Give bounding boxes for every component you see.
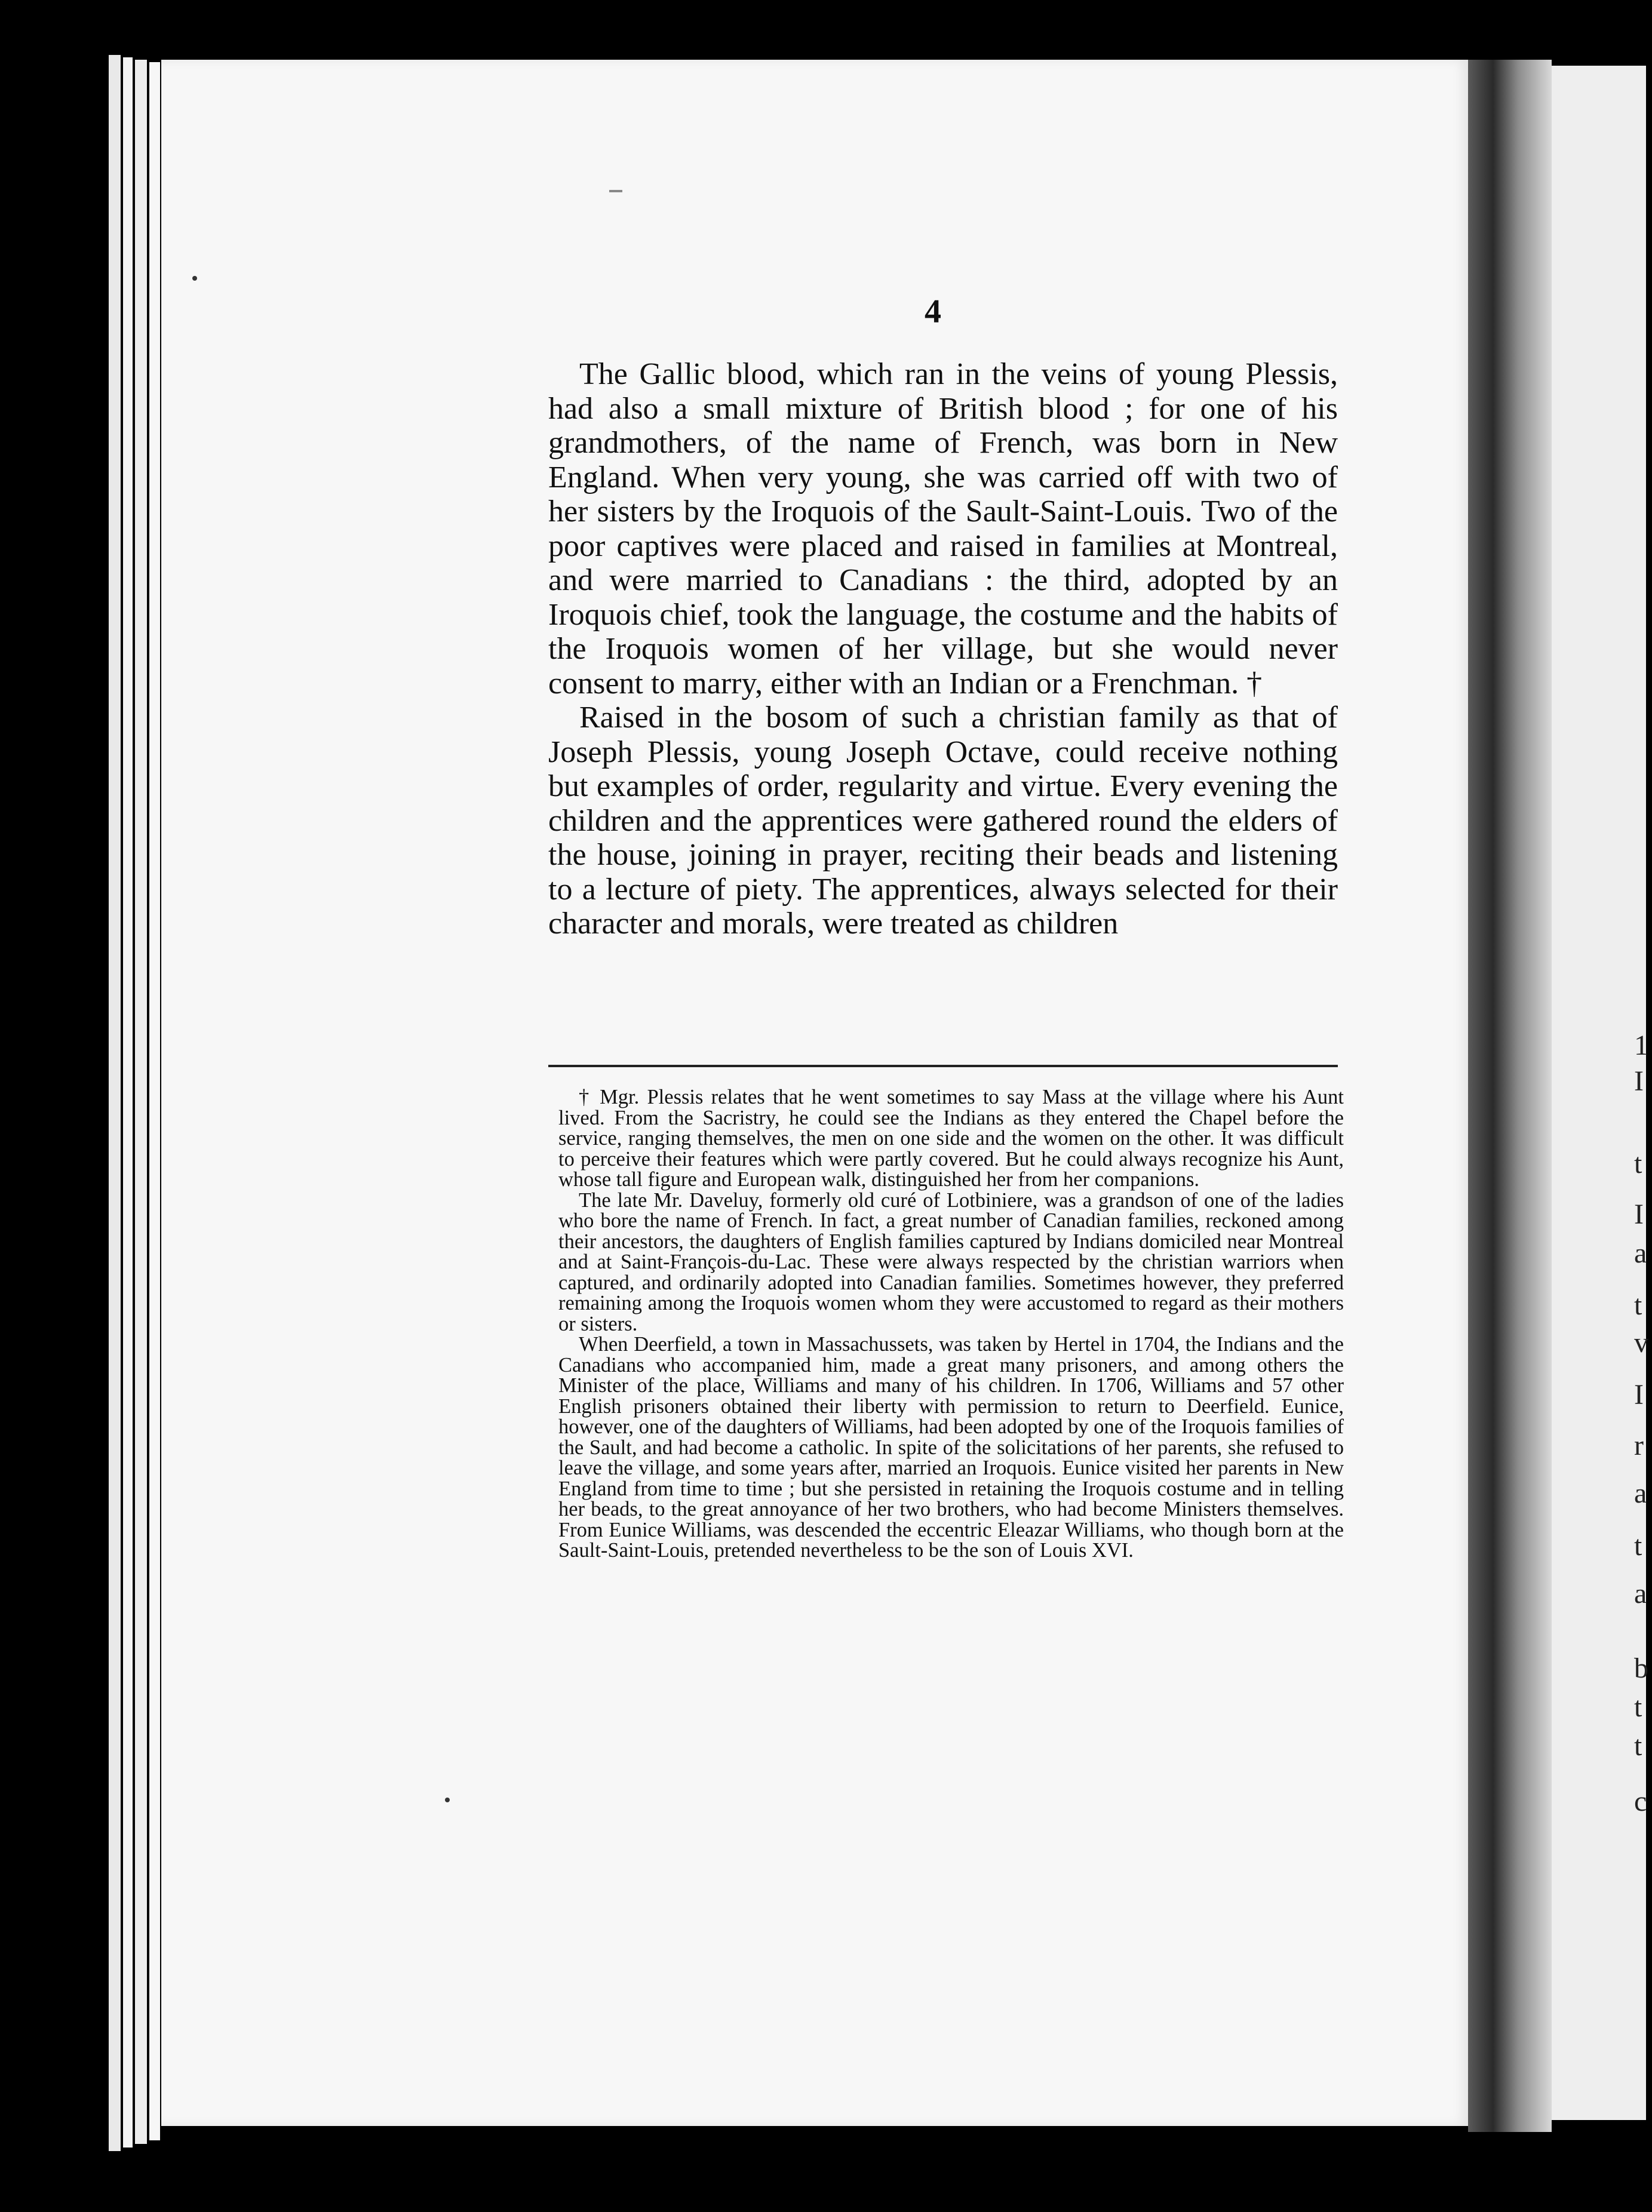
- next-page-fragment: v: [1634, 1327, 1648, 1359]
- footnote: † Mgr. Plessis relates that he went sometimes to say Mass at the village where his Aunt lived. From the Sacristry, he could see the Indians as they entered the Chapel before the service, ranging themselves, the men on one side and the women on the other. It was difficult to perceive their features which were partly covered. But he could always recognize his Aunt, whose tall figure and European walk, distinguished her from her companions.: [558, 1086, 1344, 1191]
- body-text: [548, 357, 1338, 941]
- footnotes: [558, 1087, 1344, 1561]
- next-page-fragment: t: [1634, 1691, 1642, 1723]
- paragraph: Raised in the bosom of such a christian family as that of Joseph Plessis, young Joseph Octave, could receive nothing but examples of order, regularity and virtue. Every evening the children and the apprentices were gathered round the elders of the house, joining in prayer, reciting their beads and listening to a lecture of piety. The apprentices, always selected for their character and morals, were treated as children: [548, 701, 1338, 941]
- page-edge: [149, 62, 160, 2140]
- next-page-fragment: t: [1634, 1148, 1642, 1179]
- next-page-fragment: a: [1634, 1578, 1647, 1609]
- footnote-rule: [548, 1065, 1338, 1067]
- next-page-fragment: a: [1634, 1477, 1647, 1509]
- footnote: The late Mr. Daveluy, formerly old curé of Lotbiniere, was a grandson of one of the ladies who bore the name of French. In fact, a great number of Canadian families, reckoned among their ancestors, the daughters of English families captured by Indians domiciled near Montreal and at Saint-François-du-Lac. These were always respected by the christian warriors when captured, and ordinarily adopted into Canadian families. Sometimes however, they preferred remaining among the Iroquois women whom they were accustomed to regard as their mothers or sisters.: [558, 1188, 1344, 1335]
- page-number: 4: [925, 293, 941, 330]
- next-page-fragment: r: [1634, 1430, 1644, 1461]
- next-page-fragment: I: [1634, 1379, 1644, 1411]
- next-page-fragment: t: [1634, 1289, 1642, 1321]
- next-page-fragment: I: [1634, 1199, 1644, 1230]
- next-page-fragment: I: [1634, 1065, 1644, 1097]
- page-edge: [109, 55, 121, 2151]
- print-mark: [609, 190, 622, 192]
- page-edge: [135, 60, 147, 2144]
- paragraph: The Gallic blood, which ran in the veins of young Plessis, had also a small mixture of British blood ; for one of his grandmothers, of the name of French, was born in New England. When very young, she was carried off with two of her sisters by the Iroquois of the Sault-Saint-Louis. Two of the poor captives were placed and raised in families at Montreal, and were married to Canadians : the third, adopted by an Iroquois chief, took the language, the costume and the habits of the Iroquois women of her village, but she would never consent to marry, either with an Indian or a Frenchman. †: [548, 357, 1338, 701]
- footnote: When Deerfield, a town in Massachussets, was taken by Hertel in 1704, the Indians and the Canadians who accompanied him, made a great many prisoners, and among others the Minister of the place, Williams and many of his children. In 1706, Williams and 57 other English prisoners obtained their liberty with permission to return to Deerfield. Eunice, however, one of the daughters of Williams, had been adopted by one of the Iroquois families of the Sault, and had become a catholic. In spite of the solicitations of her parents, she refused to leave the village, and some years after, married an Iroquois. Eunice visited her parents in New England from time to time ; but she persisted in retaining the Iroquois costume and in telling her beads, to the great annoyance of her two brothers, who had become Ministers themselves. From Eunice Williams, was descended the eccentric Eleazar Williams, who though born at the Sault-Saint-Louis, pretended nevertheless to be the son of Louis XVI.: [558, 1333, 1344, 1562]
- next-page-fragment: b: [1634, 1652, 1648, 1684]
- page-edge: [123, 57, 133, 2148]
- next-page-fragment: a: [1634, 1237, 1647, 1269]
- next-page-fragment: c: [1634, 1786, 1647, 1817]
- print-speck: [445, 1798, 450, 1802]
- book-gutter: [1468, 60, 1552, 2132]
- print-speck: [192, 276, 197, 281]
- next-page-fragment: 1: [1634, 1030, 1648, 1061]
- next-page-fragment: t: [1634, 1530, 1642, 1562]
- next-page-sliver: [1552, 66, 1646, 2120]
- next-page-fragment: t: [1634, 1730, 1642, 1762]
